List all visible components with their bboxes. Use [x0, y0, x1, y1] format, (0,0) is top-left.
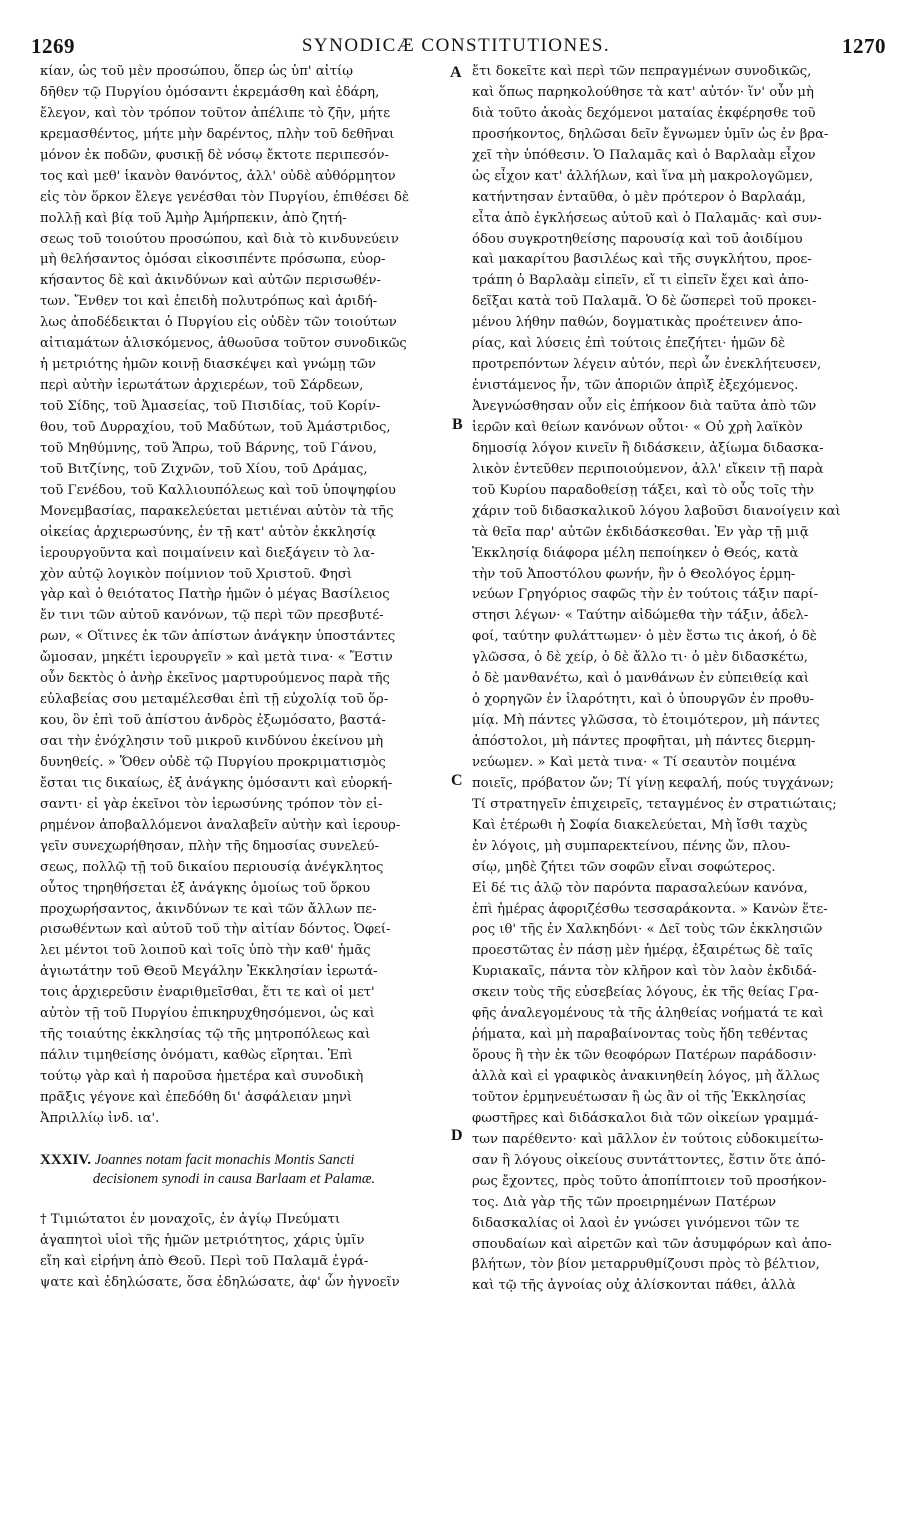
text-line: λει μέντοι τοῦ λοιποῦ καὶ τοῖς ὑπὸ τὴν καθ' ἡμᾶς	[40, 943, 371, 959]
text-line: κρεμασθέντος, μήτε μὴν δαρέντος, πλὴν τοῦ δεθῆναι	[40, 126, 395, 142]
text-line: καὶ ὅπως παρηκολούθησε τὰ κατ' αὐτόν· ἵν' οὖν μὴ	[472, 84, 814, 100]
text-line: τράπη ὁ Βαρλαὰμ εἰπεῖν, εἴ τι εἰπεῖν ἔχει καὶ ἀπο-	[472, 273, 809, 289]
text-line: ὁ χορηγῶν ἐν ἱλαρότητι, καὶ ὁ ὑπουργῶν ἐν προθυ-	[472, 692, 814, 708]
text-line: γλῶσσα, ὁ δὲ χείρ, ὁ δὲ ἄλλο τι· ὁ μὲν διδασκέτω,	[472, 650, 808, 666]
text-line: βλήτων, τὸν βίον μεταρρυθμίζουσι πρὸς τὸ βέλτιον,	[472, 1257, 820, 1273]
text-line: σκειν τοὺς τῆς εὐσεβείας λόγους, ἐκ τῆς θείας Γρα-	[472, 985, 819, 1001]
text-line: ἔλεγον, καὶ τὸν τρόπον τοῦτον ἀπέλιπε τὸ ζῆν, μήτε	[40, 105, 391, 121]
text-line: σεως τοῦ τοιούτου προσώπου, καὶ διὰ τὸ κινδυνεύειν	[40, 231, 399, 247]
text-line: οὖν δεκτὸς ὁ ἀνὴρ ἐκεῖνος μαρτυρούμενος παρὰ τῆς	[40, 671, 390, 687]
text-line: σεως, πολλῷ τῇ τοῦ δικαίου περιουσίᾳ ἀνέγκλητος	[40, 859, 384, 875]
text-line: ψατε καὶ ἐδηλώσατε, ὅσα ἐδηλώσατε, ἀφ' ὧν ἠγνοεῖν	[40, 1274, 400, 1290]
text-line: τὰ θεῖα παρ' αὐτῶν ἐκδιδάσκεσθαι. Ἐν γὰρ τῇ μιᾷ	[472, 524, 809, 540]
section-title-part-1: Joannes notam facit monachis Montis Sancti	[90, 1151, 355, 1168]
text-line: χάριν τοῦ διδασκαλικοῦ λόγου λαβοῦσι διανοίγειν καὶ	[472, 503, 841, 519]
text-line: χεῖ τὴν ὑπόθεσιν. Ὁ Παλαμᾶς καὶ ὁ Βαρλαὰμ εἶχον	[472, 147, 816, 163]
text-line: ἀπόστολοι, μὴ πάντες προφῆται, μὴ πάντες διερμη-	[472, 734, 816, 749]
text-line: μόνον ἐκ ποδῶν, φυσικῇ δὲ νόσῳ ἔκτοτε περιπεσόν-	[40, 147, 389, 163]
margin-marker-b: B	[452, 416, 463, 433]
text-line: ἐνιστάμενος ἦν, τῶν ἀποριῶν ἀπρὶξ ἐξεχόμενος.	[472, 378, 799, 394]
text-line: ρισωθέντων καὶ αὐτοῦ τοῦ τὴν αἰτίαν δόντος. Ὀφεί-	[40, 922, 391, 938]
text-line: νεύωμεν. » Καὶ μετὰ τινα· « Τί σεαυτὸν ποιμένα	[472, 754, 797, 770]
text-line: κήσαντος δὲ καὶ ἀκινδύνων καὶ αὐτῶν περισωθέν-	[40, 273, 381, 289]
text-line: ρημένον ἀποβαλλόμενοι ἀναλαβεῖν αὐτὴν καὶ ἱερουρ-	[40, 817, 401, 833]
text-line: τοῦ Σίδης, τοῦ Ἀμασείας, τοῦ Πισιδίας, τοῦ Κορίν-	[40, 399, 381, 414]
text-line: Ἐκκλησίᾳ διάφορα μέλη πεποίηκεν ὁ Θεός, κατὰ	[472, 545, 799, 561]
text-line: φοί, ταύτην φυλάττωμεν· ὁ μὲν ἔστω τις ἀκοή, ὁ δὲ	[472, 629, 817, 645]
text-line: ὅρους ἢ τὴν ἐκ τῶν θεοφόρων Πατέρων παράδοσιν·	[472, 1048, 817, 1064]
text-line: προτρεπόντων λέγειν αὐτόν, περὶ ὧν ἐνεκλήτευσεν,	[472, 357, 822, 373]
text-line: γὰρ καὶ ὁ θειότατος Πατὴρ ἡμῶν ὁ μέγας Βασίλειος	[40, 587, 390, 603]
text-line: κατήντησαν ἐνταῦθα, ὁ μὲν πρότερον ὁ Βαρλαάμ,	[472, 189, 807, 205]
section-gap	[40, 1189, 448, 1210]
text-line: περὶ αὐτὴν ἱερωτάτων ἀρχιερέων, τοῦ Σάρδεων,	[40, 378, 364, 394]
text-line: Τί στρατηγεῖν ἐπιχειρεῖς, τεταγμένος ἐν στρατιώταις;	[472, 796, 837, 812]
text-line: ῥήματα, καὶ μὴ παραβαίνοντας τοὺς ἤδη τεθέντας	[472, 1027, 808, 1043]
text-line: δῆθεν τῷ Πυργίου ὀμόσαντι ἐκρεμάσθη καὶ ἐδάρη,	[40, 84, 380, 100]
text-line: εὐλαβείας σου μεταμέλεσθαι ἐπὶ τῇ εὐχολίᾳ τοῦ ὅρ-	[40, 692, 389, 708]
text-line: σαντι· εἰ γὰρ ἐκεῖνοι τὸν ἱερωσύνης τρόπον τὸν εἰ-	[40, 796, 383, 812]
text-line: εἶτα ἀπὸ ἐγκλήσεως αὐτοῦ καὶ ὁ Παλαμᾶς· καὶ συν-	[472, 210, 822, 226]
text-line: τος. Διὰ γὰρ τῆς τῶν προειρημένων Πατέρων	[472, 1194, 777, 1210]
letter-text-block	[40, 1210, 448, 1294]
text-line: ρος ιθ' τῆς ἐν Χαλκηδόνι· « Δεῖ τοὺς τῶν ἐκκλησιῶν	[472, 922, 823, 938]
text-line: ἔσται τις δικαίως, ἐξ ἀνάγκης ὀμόσαντι καὶ εὐορκή-	[40, 775, 393, 791]
text-line: φωστῆρες καὶ διδάσκαλοι διὰ τῶν οἰκείων γραμμά-	[472, 1110, 819, 1126]
text-line: δυνηθείς. » Ὅθεν οὐδὲ τῷ Πυργίου προκριματισμὸς	[40, 754, 386, 770]
text-line: φῆς ἀναλεγομένους τὰ τῆς ἀληθείας νοήματά τε καὶ	[472, 1006, 824, 1022]
text-line: τος καὶ μεθ' ἱκανὸν θανόντος, ἀλλ' οὐδὲ αὐθόρμητον	[40, 168, 396, 184]
text-line: γεῖν συνεχωρήθησαν, πλὴν τῆς δημοσίας συνελεύ-	[40, 838, 379, 854]
text-line: Ἀπριλλίῳ ἰνδ. ια'.	[40, 1110, 160, 1126]
text-line: θου, τοῦ Δυρραχίου, τοῦ Μαδύτων, τοῦ Ἀμάστριδος,	[40, 419, 391, 435]
text-line: λως ἀποδέδεικται ὁ Πυργίου εἰς οὐδὲν τῶν τοιούτων	[40, 315, 397, 331]
right-text-block	[472, 62, 872, 1297]
text-line: ἀγαπητοὶ υἱοὶ τῆς ἡμῶν μετριότητος, χάρις ὑμῖν	[40, 1232, 365, 1248]
section-title-part-2: decisionem synodi in causa Barlaam et Palamæ.	[92, 1170, 376, 1187]
text-line: στησι λέγων· « Ταύτην αἰδώμεθα τὴν τάξιν, ἀδελ-	[472, 608, 809, 624]
text-line: χὸν αὐτῷ λογικὸν ποίμνιον τοῦ Χριστοῦ. Φησὶ	[40, 566, 353, 582]
text-line: ρως ἔχοντες, πρὸς τοῦτο ἀποπίπτοιεν τοῦ προσήκον-	[472, 1173, 827, 1189]
text-line: πρᾶξις γέγονε καὶ ἐπεδόθη δι' ἀσφάλειαν μηνὶ	[40, 1089, 353, 1105]
text-line: ποιεῖς, πρόβατον ὤν; Τί γίνῃ κεφαλή, πούς τυγχάνων;	[472, 775, 834, 791]
text-line: εἴη καὶ εἰρήνη ἀπὸ Θεοῦ. Περὶ τοῦ Παλαμᾶ ἐγρά-	[40, 1253, 369, 1269]
page-number-right: 1270	[842, 34, 886, 58]
text-line: ρίας, καὶ λύσεις ἐπὶ τούτοις ἐπεζήτει· ἡμῶν δὲ	[472, 336, 786, 352]
text-line: ἡ μετριότης ἡμῶν κοινῇ διασκέψει καὶ γνώμῃ τῶν	[40, 357, 376, 373]
text-line: καὶ τῷ τῆς ἀγνοίας οὐχ ἁλίσκονται πάθει, ἀλλὰ	[472, 1278, 796, 1294]
text-line: ἁγιωτάτην τοῦ Θεοῦ Μεγάλην Ἐκκλησίαν ἱερωτά-	[40, 964, 378, 980]
section-gap	[40, 1130, 448, 1151]
margin-marker-a: A	[450, 64, 462, 81]
text-line: προσήκοντος, δηλῶσαι δεῖν ἔγνωμεν ὑμῖν ὡς ἐν βρα-	[472, 126, 829, 142]
text-line: ἱερουργοῦντα καὶ ποιμαίνειν καὶ διεξάγειν τὸ λα-	[40, 545, 375, 561]
text-line: δημοσίᾳ λόγον κινεῖν ἢ διδάσκειν, ἀξίωμα διδασκα-	[472, 440, 824, 456]
text-line: ὁ δὲ μανθανέτω, καὶ ὁ μανθάνων ἐν εὐπειθείᾳ καὶ	[472, 671, 810, 687]
text-line: τὴν τοῦ Ἀποστόλου φωνήν, ἣν ὁ Θεολόγος ἑρμη-	[472, 566, 796, 582]
text-line: σίῳ, μηδὲ ζήτει τῶν σοφῶν εἶναι σοφώτερος.	[472, 859, 776, 875]
text-line: ἔτι δοκεῖτε καὶ περὶ τῶν πεπραγμένων συνοδικῶς,	[472, 64, 812, 79]
text-line: τῆς τοιαύτης ἐκκλησίας τῷ τῆς μητροπόλεως καὶ	[40, 1027, 371, 1043]
text-line: σαν ἢ λόγους οἰκείους συντάττοντες, ἔστιν ὅτε ἀπό-	[472, 1152, 826, 1168]
left-text-block	[40, 62, 448, 1130]
page-number-left: 1269	[31, 34, 75, 58]
text-line: ἔν τινι τῶν αὐτοῦ κανόνων, τῷ περὶ τῶν πρεσβυτέ-	[40, 608, 384, 624]
text-line: ἐν λόγοις, μὴ συμπαρεκτείνου, πένης ὤν, πλου-	[472, 838, 791, 854]
text-line: οὗτος τηρηθήσεται ἐξ ἀνάγκης ὁμοίως τοῦ ὅρκου	[40, 880, 371, 896]
text-line: τοῦτον ἑρμηνευέτωσαν ἢ ὡς ἂν οἱ τῆς Ἐκκλησίας	[472, 1089, 806, 1105]
section-number: XXXIV.	[40, 1151, 91, 1168]
text-line: τοῦ Βιτζίνης, τοῦ Ζιχνῶν, τοῦ Χίου, τοῦ Δράμας,	[40, 461, 368, 477]
text-line: αἰτιαμάτων ἁλισκόμενος, ἀθωοῦσα τοῦτον συνοδικῶς	[40, 336, 407, 352]
text-line: τούτῳ γὰρ καὶ ἡ παροῦσα ἡμετέρα καὶ συνοδικὴ	[40, 1069, 364, 1084]
text-line: λικὸν ἐντεῦθεν περιποιούμενον, ἀλλ' εἴκειν τῇ παρὰ	[472, 461, 824, 477]
text-line: μίᾳ. Μὴ πάντες γλῶσσα, τὸ ἑτοιμότερον, μὴ πάντες	[472, 713, 820, 729]
right-column	[472, 62, 872, 1297]
text-line: Μονεμβασίας, παρακελεύεται μετιέναι αὐτὸν τὰ τῆς	[40, 503, 394, 519]
margin-marker-c: C	[451, 772, 463, 789]
running-head	[0, 34, 914, 58]
text-line: διδασκαλίας οἱ λαοὶ ἐν γνώσει γινόμενοι τῶν τε	[472, 1215, 800, 1231]
text-line: Καὶ ἑτέρωθι ἡ Σοφία διακελεύεται, Μὴ ἴσθι ταχὺς	[472, 817, 808, 833]
text-line: μένου λήθην παθών, δογματικὰς προέτεινεν ἀπο-	[472, 315, 803, 331]
running-head-title: SYNODICÆ CONSTITUTIONES.	[301, 35, 611, 56]
text-line: σπουδαίων καὶ αἱρετῶν καὶ τῶν ἀσυμφόρων καὶ ἀπο-	[472, 1236, 832, 1252]
text-line: προχωρήσαντος, ἀκινδύνων τε καὶ τῶν ἄλλων πε-	[40, 901, 377, 917]
text-line: σαι τὴν ἐνόχλησιν τοῦ μικροῦ κινδύνου ἐκείνου μὴ	[40, 734, 384, 749]
text-line: των. Ἔνθεν τοι καὶ ἐπειδὴ πολυτρόπως καὶ ἀριδή-	[40, 294, 378, 310]
text-line: κου, ὃν ἐπὶ τοῦ ἀπίστου ἀνδρὸς ἐξωμόσατο, βαστά-	[40, 713, 386, 729]
section-heading-line-2	[40, 1170, 448, 1189]
text-line: καὶ μακαρίτου βασιλέως καὶ τῆς συγκλήτου, προε-	[472, 252, 812, 268]
text-line: τοῦ Κυρίου παραδοθείσῃ τάξει, καὶ τὸ οὖς τοῖς τὴν	[472, 482, 815, 498]
text-line: των παρέθεντο· καὶ μᾶλλον ἐν τούτοις εὐδοκιμείτω-	[472, 1131, 824, 1147]
text-line: ἐπὶ ἡμέρας ἀφοριζέσθω τεσσαράκοντα. » Κανὼν ἕτε-	[472, 901, 828, 917]
text-line: διὰ τοῦτο ἀκοὰς δεχόμενοι ματαίας ἐκφέρησθε τοῦ	[472, 105, 816, 121]
text-line: ρων, « Οἵτινες ἐκ τῶν ἀπίστων ἀνάγκην ὑποστάντες	[40, 629, 396, 645]
text-line: τοῦ Μηθύμνης, τοῦ Ἄπρω, τοῦ Βάρνης, τοῦ Γάνου,	[40, 440, 377, 456]
text-line: εἰς τὸν ὅρκον ἔλεγε γενέσθαι τὸν Πυργίου, ἐπιθέσει δὲ	[40, 189, 410, 205]
text-line: τοῦ Γενέδου, τοῦ Καλλιουπόλεως καὶ τοῦ ὑποψηφίου	[40, 482, 396, 498]
text-line: Κυριακαῖς, πάντα τὸν κλῆρον καὶ τὸν λαὸν ἐκδιδά-	[472, 964, 817, 980]
text-line: προεστῶτας ἐν πάσῃ μὲν ἡμέρᾳ, ἐξαιρέτως δὲ ταῖς	[472, 943, 813, 959]
text-line: ἀλλὰ καὶ εἰ γραφικὸς ἀνακινηθείη λόγος, μὴ ἄλλως	[472, 1069, 820, 1084]
text-line: ὤμοσαν, μηκέτι ἱερουργεῖν » καὶ μετὰ τινα· « Ἔστιν	[40, 650, 393, 666]
text-line: † Τιμιώτατοι ἐν μοναχοῖς, ἐν ἁγίῳ Πνεύματι	[40, 1211, 341, 1227]
text-line: ἱερῶν καὶ θείων κανόνων οὗτοι· « Οὐ χρὴ λαϊκὸν	[472, 419, 803, 435]
text-line: μὴ θελήσαντος ὀμόσαι εἰκοσιπέντε πρόσωπα, εὐορ-	[40, 252, 386, 268]
left-column	[40, 62, 448, 1293]
margin-marker-d: D	[451, 1127, 463, 1144]
text-line: όδου συγκροτηθείσης παρουσίᾳ καὶ τοῦ ἀοιδίμου	[472, 231, 803, 247]
text-line: κίαν, ὡς τοῦ μὲν προσώπου, ὅπερ ὡς ὑπ' αἰτίῳ	[40, 64, 353, 79]
text-line: νεύων Γρηγόριος σαφῶς τὴν ἐν τούτοις τάξιν παρί-	[472, 587, 819, 603]
text-line: πολλῇ καὶ βίᾳ τοῦ Ἀμὴρ Ἀμήρπεκιν, ἀπὸ ζητή-	[40, 210, 347, 226]
text-line: αὐτὸν τῇ τοῦ Πυργίου ἐπικηρυχθησόμενοι, ὡς καὶ	[40, 1006, 375, 1022]
text-line: ὡς εἶχον κατ' ἀλλήλων, καὶ ἵνα μὴ μακρολογῶμεν,	[472, 168, 814, 184]
text-line: οἰκείας ἀρχιερωσύνης, ἐν τῇ κατ' αὐτὸν ἐκκλησίᾳ	[40, 524, 376, 540]
text-line: πάλιν τιμηθείσης ὀνόματι, καθὼς εἴρηται. Ἐπὶ	[40, 1048, 353, 1064]
text-line: Εἰ δέ τις ἁλῷ τὸν παρόντα παρασαλεύων κανόνα,	[472, 880, 808, 896]
text-line: Ἀνεγνώσθησαν οὖν εἰς ἐπήκοον διὰ ταῦτα ἀπὸ τῶν	[472, 399, 817, 414]
section-heading-line-1	[40, 1151, 448, 1170]
text-line: δεῖξαι κατὰ τοῦ Παλαμᾶ. Ὁ δὲ ὥσπερεὶ τοῦ προκει-	[472, 294, 817, 310]
text-line: τοις ἀρχιερεῦσιν ἐναριθμεῖσθαι, ἔτι τε καὶ οἱ μετ'	[40, 985, 375, 1001]
